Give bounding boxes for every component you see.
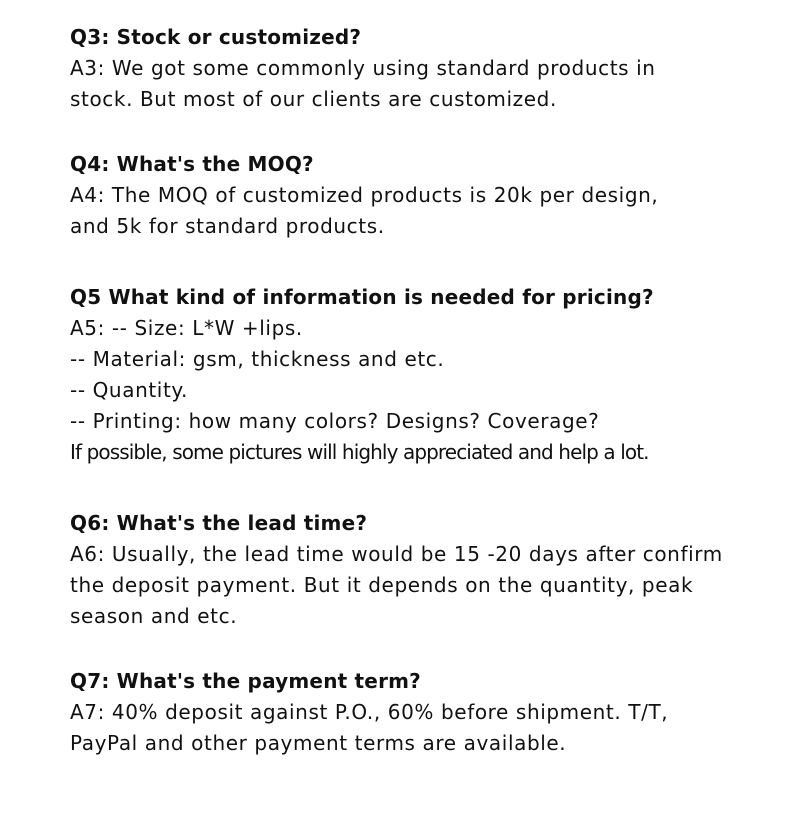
answer-q6-line-3: season and etc. [70, 604, 238, 628]
answer-q5-line-1: A5: -- Size: L*W +lips. [70, 316, 303, 340]
answer-q5-line-4: -- Printing: how many colors? Designs? Coverage? [70, 409, 600, 433]
question-q3: Q3: Stock or customized? [70, 25, 362, 49]
answer-q5-line-5: If possible, some pictures will highly appreciated and help a lot. [70, 440, 649, 464]
faq-item-q5 [70, 282, 760, 468]
question-q5: Q5 What kind of information is needed for pricing? [70, 285, 654, 309]
question-q4: Q4: What's the MOQ? [70, 152, 314, 176]
faq-item-q3 [70, 22, 760, 115]
faq-document [70, 22, 760, 759]
answer-q4-line-2: and 5k for standard products. [70, 214, 385, 238]
answer-q6-line-1: A6: Usually, the lead time would be 15 -20 days after confirm [70, 542, 723, 566]
answer-q5-line-3: -- Quantity. [70, 378, 188, 402]
question-q7: Q7: What's the payment term? [70, 669, 421, 693]
answer-q7-line-2: PayPal and other payment terms are available. [70, 731, 567, 755]
answer-q6-line-2: the deposit payment. But it depends on the quantity, peak [70, 573, 694, 597]
faq-item-q7 [70, 666, 760, 759]
answer-q3-line-2: stock. But most of our clients are customized. [70, 87, 557, 111]
answer-q4-line-1: A4: The MOQ of customized products is 20k per design, [70, 183, 659, 207]
answer-q7-line-1: A7: 40% deposit against P.O., 60% before shipment. T/T, [70, 700, 669, 724]
answer-q3-line-1: A3: We got some commonly using standard products in [70, 56, 656, 80]
question-q6: Q6: What's the lead time? [70, 511, 368, 535]
faq-item-q4 [70, 149, 760, 242]
faq-item-q6 [70, 508, 760, 632]
answer-q5-line-2: -- Material: gsm, thickness and etc. [70, 347, 445, 371]
